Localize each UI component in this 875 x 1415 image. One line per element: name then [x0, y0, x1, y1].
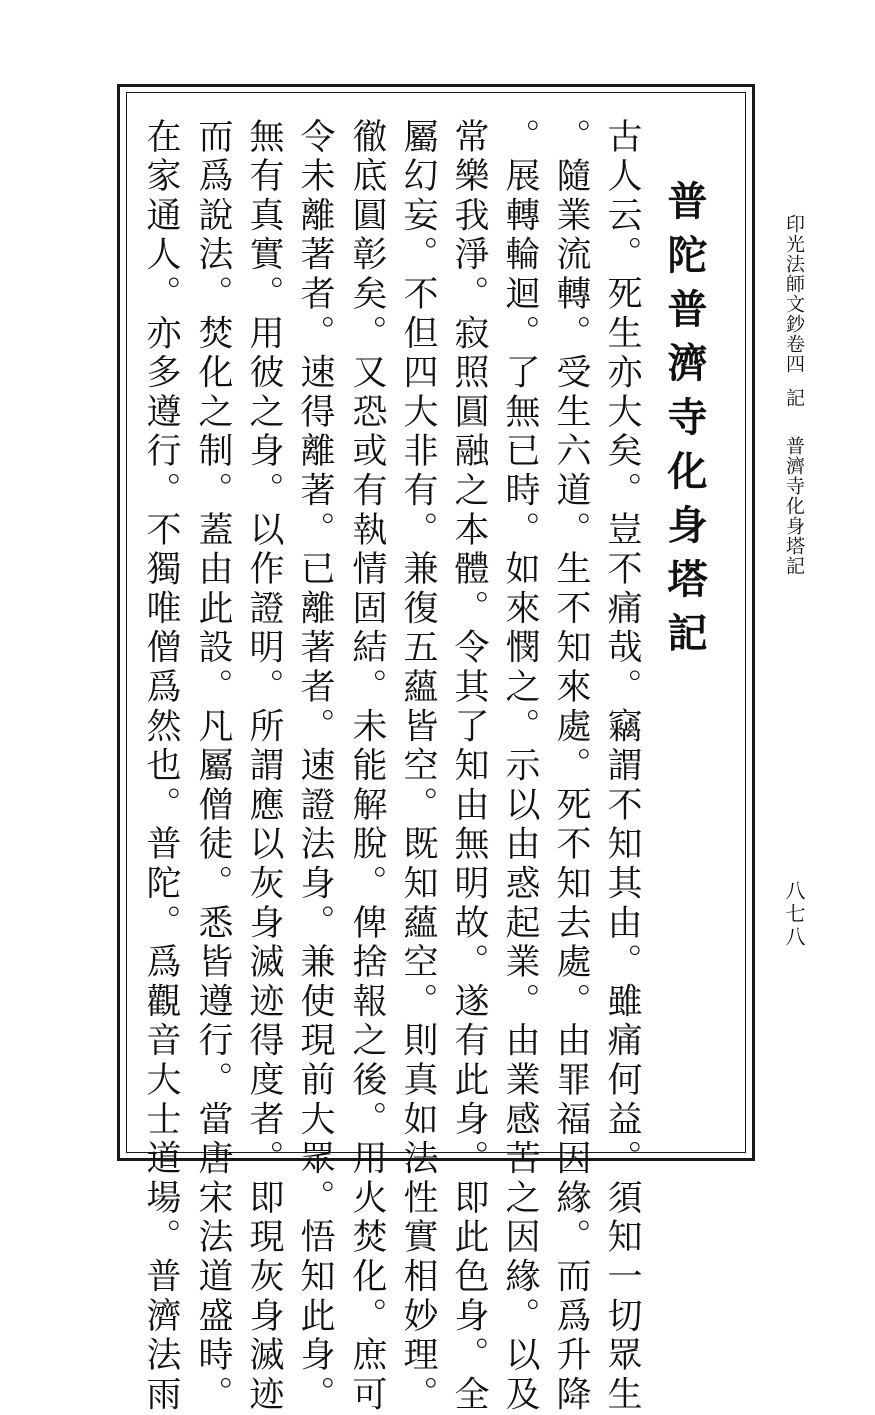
text-column-7: 令未離著者。速得離著。已離著者。速證法身。兼使現前大眾。悟知此身。: [295, 118, 335, 1415]
text-column-9: 而爲說法。焚化之制。蓋由此設。凡屬僧徒。悉皆遵行。當唐宋法道盛時。: [193, 118, 233, 1415]
text-column-1: 古人云。死生亦大矣。豈不痛哉。竊謂不知其由。雖痛何益。須知一切眾生: [602, 118, 642, 1415]
text-column-8: 無有真實。用彼之身。以作證明。所謂應以灰身滅迹得度者。即現灰身滅迹: [244, 118, 284, 1415]
running-header-book: 印光法師文鈔卷四: [783, 214, 805, 374]
running-header: [784, 214, 803, 576]
page-number: 八七八: [782, 880, 806, 949]
text-column-5: 屬幻妄。不但四大非有。兼復五蘊皆空。既知蘊空。則真如法性實相妙理。: [398, 118, 438, 1415]
text-column-4: 常樂我淨。寂照圓融之本體。令其了知由無明故。遂有此身。即此色身。全: [449, 118, 489, 1415]
text-column-2: 。隨業流轉。受生六道。生不知來處。死不知去處。由罪福因緣。而爲升降: [551, 118, 591, 1415]
text-column-10: 在家通人。亦多遵行。不獨唯僧爲然也。普陀。爲觀音大士道場。普濟法雨: [141, 118, 181, 1415]
text-column-6: 徹底圓彰矣。又恐或有執情固結。未能解脫。俾捨報之後。用火焚化。庶可: [347, 118, 387, 1415]
running-header-section: 記: [783, 388, 805, 408]
running-header-chapter: 普濟寺化身塔記: [783, 436, 805, 576]
article-title: 普陀普濟寺化身塔記: [661, 180, 708, 666]
text-column-3: 。展轉輪迴。了無已時。如來憫之。示以由惑起業。由業感苦之因緣。以及: [500, 118, 540, 1415]
